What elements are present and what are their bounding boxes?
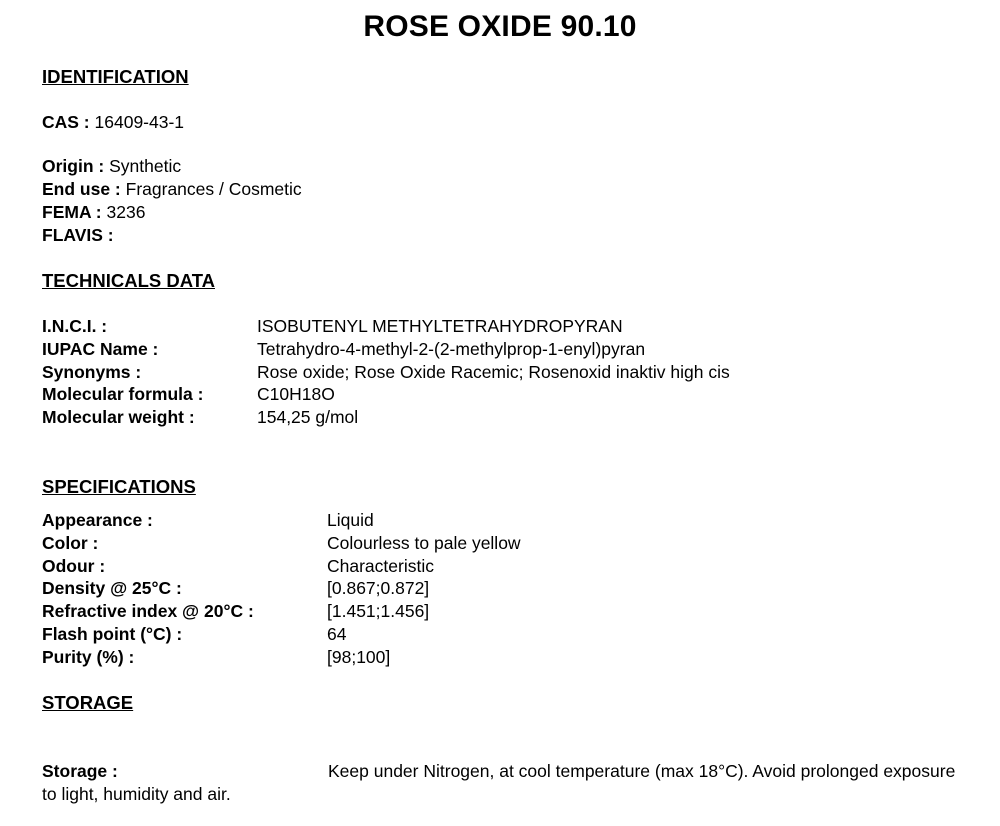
molecular-weight-value: 154,25 g/mol <box>257 407 359 427</box>
fema-label: FEMA : <box>42 202 102 222</box>
storage-label: Storage : <box>42 761 118 781</box>
end-use-row <box>42 178 302 201</box>
storage-heading: STORAGE <box>42 692 134 713</box>
origin-row <box>42 155 181 178</box>
cas-value: 16409-43-1 <box>94 112 185 132</box>
molecular-formula-label: Molecular formula : <box>42 384 204 404</box>
end-use-value: Fragrances / Cosmetic <box>125 179 302 199</box>
density-value: [0.867;0.872] <box>327 578 430 598</box>
density-label: Density @ 25°C : <box>42 578 182 598</box>
origin-value: Synthetic <box>109 156 182 176</box>
flash-point-value: 64 <box>327 624 347 644</box>
refractive-index-value: [1.451;1.456] <box>327 601 430 621</box>
appearance-value: Liquid <box>327 510 374 530</box>
end-use-label: End use : <box>42 179 121 199</box>
synonyms-label: Synonyms : <box>42 362 142 382</box>
molecular-weight-label: Molecular weight : <box>42 407 195 427</box>
molecular-formula-value: C10H18O <box>257 384 335 404</box>
odour-label: Odour : <box>42 556 106 576</box>
technical-data-heading: TECHNICALS DATA <box>42 270 215 291</box>
identification-heading: IDENTIFICATION <box>42 66 189 87</box>
iupac-name-value: Tetrahydro-4-methyl-2-(2-methylprop-1-enyl)pyran <box>257 339 646 359</box>
inci-value: ISOBUTENYL METHYLTETRAHYDROPYRAN <box>257 316 623 336</box>
cas-row <box>42 111 184 134</box>
origin-label: Origin : <box>42 156 105 176</box>
flavis-row <box>42 224 114 247</box>
odour-value: Characteristic <box>327 556 434 576</box>
color-label: Color : <box>42 533 99 553</box>
purity-value: [98;100] <box>327 647 391 667</box>
fema-row <box>42 201 145 224</box>
flavis-label: FLAVIS : <box>42 225 114 245</box>
inci-label: I.N.C.I. : <box>42 316 108 336</box>
storage-value: Keep under Nitrogen, at cool temperature (max 18°C). Avoid prolonged exposure to light, humidity and air. <box>42 761 956 804</box>
purity-label: Purity (%) : <box>42 647 135 667</box>
specifications-heading: SPECIFICATIONS <box>42 476 196 497</box>
appearance-label: Appearance : <box>42 510 153 530</box>
cas-label: CAS : <box>42 112 90 132</box>
synonyms-value: Rose oxide; Rose Oxide Racemic; Rosenoxid inaktiv high cis <box>257 362 730 382</box>
fema-value: 3236 <box>106 202 146 222</box>
flash-point-label: Flash point (°C) : <box>42 624 183 644</box>
refractive-index-label: Refractive index @ 20°C : <box>42 601 254 621</box>
iupac-name-label: IUPAC Name : <box>42 339 159 359</box>
document-title: ROSE OXIDE 90.10 <box>363 10 637 43</box>
color-value: Colourless to pale yellow <box>327 533 521 553</box>
